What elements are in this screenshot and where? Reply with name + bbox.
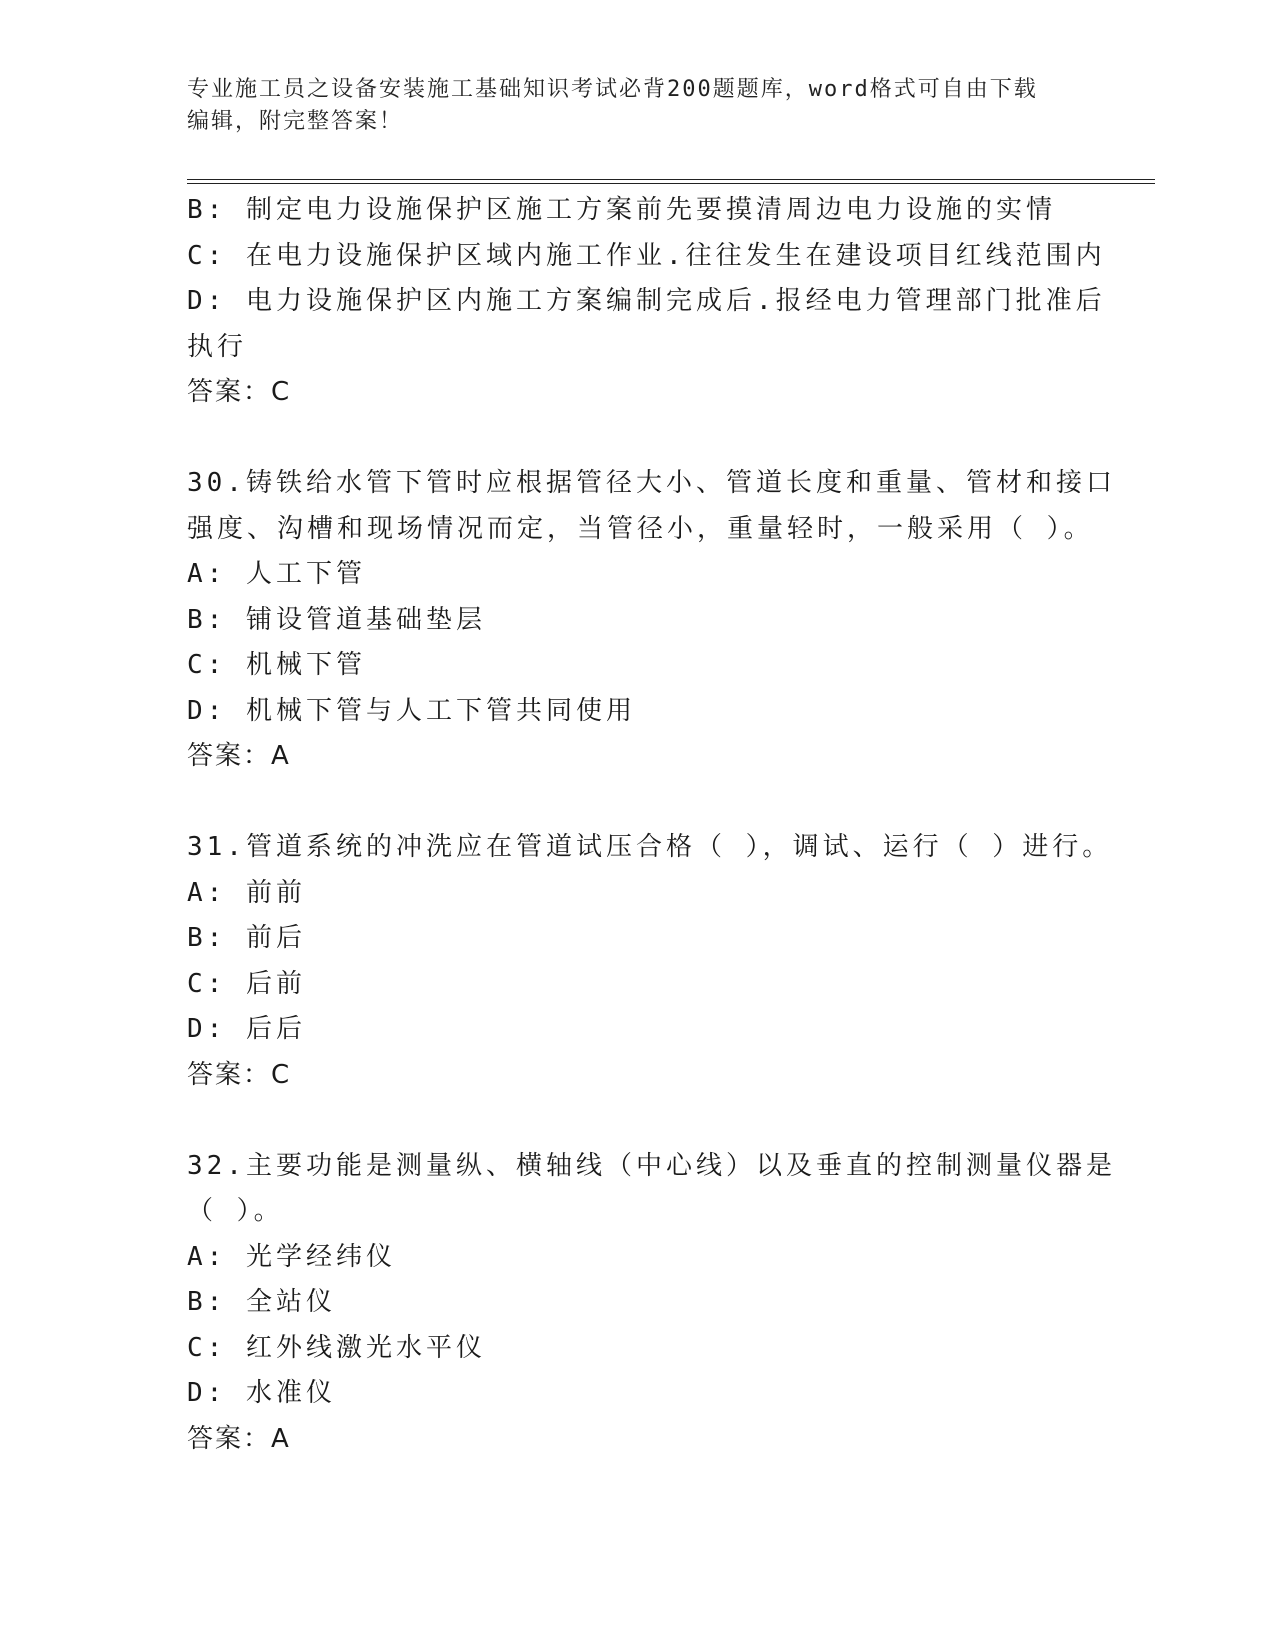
option-b: B: 铺设管道基础垫层 xyxy=(187,604,486,635)
header-title-line-1: 专业施工员之设备安装施工基础知识考试必背200题题库，word格式可自由下载 xyxy=(187,77,1038,102)
answer-line: 答案：C xyxy=(187,377,292,407)
option-a: A: 前前 xyxy=(187,877,306,908)
answer-line: 答案：A xyxy=(187,1423,291,1454)
option-d: D: 水准仪 xyxy=(187,1378,336,1408)
header-title-line-2: 编辑，附完整答案！ xyxy=(187,109,404,134)
option-a: A: 光学经纬仪 xyxy=(187,1241,396,1272)
option-b: B: 制定电力设施保护区施工方案前先要摸清周边电力设施的实情 xyxy=(187,195,1056,225)
option-d: D: 机械下管与人工下管共同使用 xyxy=(187,695,636,726)
option-b: B: 前后 xyxy=(187,923,306,953)
answer-line: 答案：A xyxy=(187,741,291,771)
question-stem: 32.主要功能是测量纵、横轴线（中心线）以及垂直的控制测量仪器是 xyxy=(187,1150,1116,1181)
question-block-32 xyxy=(187,1144,1116,1463)
question-list xyxy=(187,188,1116,1462)
option-b: B: 全站仪 xyxy=(187,1287,336,1317)
option-c: C: 红外线激光水平仪 xyxy=(187,1332,486,1363)
question-stem-continued: （ ）。 xyxy=(187,1196,284,1226)
answer-line: 答案：C xyxy=(187,1059,292,1090)
option-d: D: 电力设施保护区内施工方案编制完成后.报经电力管理部门批准后 xyxy=(187,286,1106,316)
option-c: C: 在电力设施保护区域内施工作业.往往发生在建设项目红线范围内 xyxy=(187,240,1106,271)
question-block-31 xyxy=(187,825,1113,1098)
option-d-continued: 执行 xyxy=(187,331,248,362)
option-c: C: 后前 xyxy=(187,968,306,999)
header-divider-bottom xyxy=(187,183,1155,184)
option-a: A: 人工下管 xyxy=(187,559,366,589)
spacer xyxy=(187,1098,1077,1144)
spacer xyxy=(187,780,1077,826)
question-stem: 30.铸铁给水管下管时应根据管径大小、管道长度和重量、管材和接口 xyxy=(187,468,1116,498)
question-block-30 xyxy=(187,461,1116,780)
question-stem-continued: 强度、沟槽和现场情况而定，当管径小，重量轻时，一般采用（ ）。 xyxy=(187,513,1094,544)
header-divider-top xyxy=(187,179,1155,180)
option-c: C: 机械下管 xyxy=(187,650,366,680)
option-d: D: 后后 xyxy=(187,1014,306,1044)
question-stem: 31.管道系统的冲洗应在管道试压合格（ ），调试、运行（ ）进行。 xyxy=(187,832,1113,862)
document-header xyxy=(187,74,1107,138)
spacer xyxy=(187,416,1077,462)
previous-question-block xyxy=(187,188,1106,416)
